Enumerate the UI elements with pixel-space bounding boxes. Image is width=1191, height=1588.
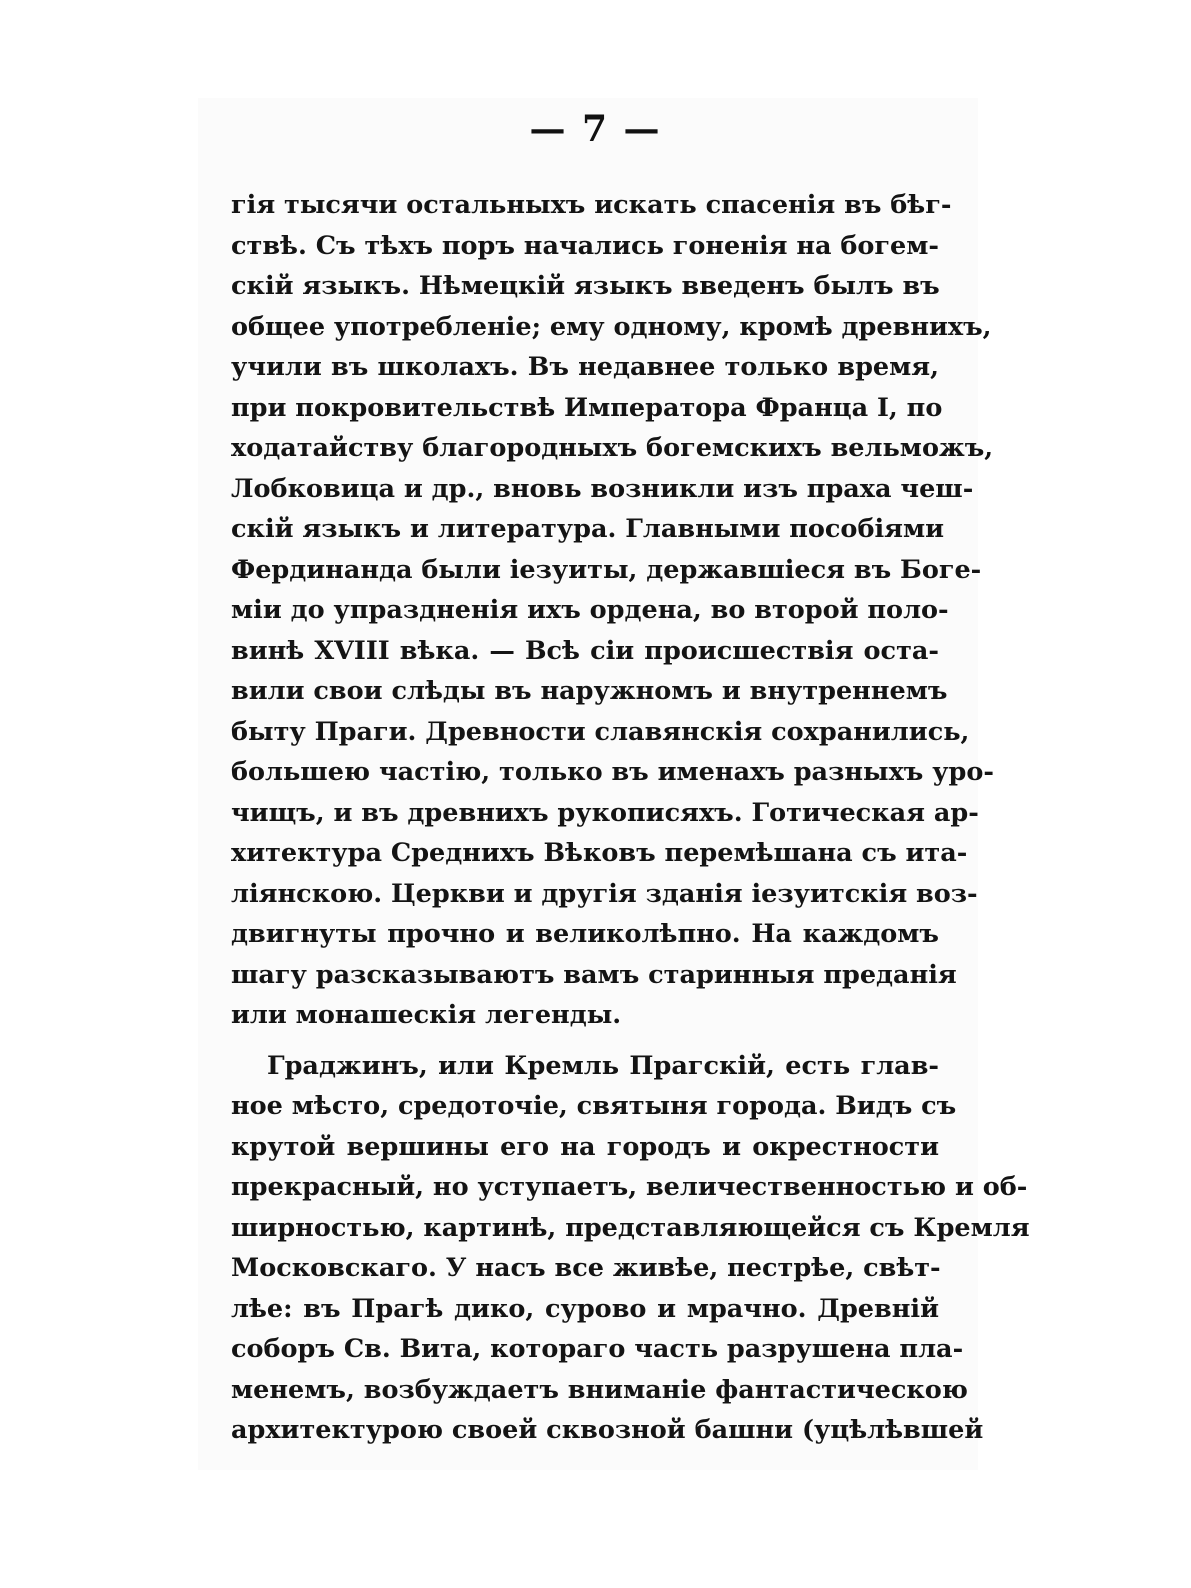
- page-number: — 7 —: [529, 108, 662, 150]
- text-line: гія тысячи остальныхъ искать спасенія въ бѣг-: [231, 190, 952, 220]
- text-line: учили въ школахъ. Въ недавнее только время,: [231, 352, 939, 382]
- text-line: большею частію, только въ именахъ разныхъ уро-: [231, 757, 994, 787]
- text-line: общее употребленіе; ему одному, кромѣ древнихъ,: [231, 311, 992, 342]
- text-line: менемъ, возбуждаетъ вниманіе фантастическою: [231, 1374, 968, 1405]
- text-line: ширностью, картинѣ, представляющейся съ Кремля: [231, 1212, 1030, 1243]
- text-line: міи до упраздненія ихъ ордена, во второй поло-: [231, 595, 949, 625]
- text-line: ліянскою. Церкви и другія зданія іезуитскія воз-: [231, 878, 978, 909]
- text-line: архитектурою своей сквозной башни (уцѣлѣвшей: [231, 1415, 984, 1445]
- text-line: скій языкъ и литература. Главными пособіями: [231, 514, 945, 544]
- text-line: вили свои слѣды въ наружномъ и внутреннемъ: [231, 676, 948, 706]
- text-line: Лобковица и др., вновь возникли изъ праха чеш-: [231, 473, 974, 504]
- text-line: хитектура Среднихъ Вѣковъ перемѣшана съ ита-: [231, 838, 968, 868]
- text-line: соборъ Св. Вита, котораго часть разрушена пла-: [231, 1334, 964, 1364]
- body-text: [231, 185, 1030, 1451]
- text-line: прекрасный, но уступаетъ, величественностью и об-: [231, 1172, 1028, 1202]
- text-line: Граджинъ, или Кремль Прагскій, есть глав-: [267, 1050, 939, 1081]
- text-line: скій языкъ. Нѣмецкій языкъ введенъ былъ въ: [231, 271, 940, 301]
- text-line: винѣ XVIII вѣка. — Всѣ сіи происшествія оста-: [231, 635, 939, 666]
- text-line: ходатайству благородныхъ богемскихъ вельможъ,: [231, 433, 994, 463]
- text-line: или монашескія легенды.: [231, 1000, 622, 1030]
- text-line: крутой вершины его на городъ и окрестности: [231, 1131, 939, 1162]
- paragraph-gap: [231, 1036, 939, 1046]
- text-line: быту Праги. Древности славянскія сохранились,: [231, 716, 970, 747]
- text-line: Московскаго. У насъ все живѣе, пестрѣе, свѣт-: [231, 1253, 941, 1283]
- text-line: ное мѣсто, средоточіе, святыня города. Видъ съ: [231, 1091, 957, 1121]
- paragraph: [231, 1046, 1030, 1451]
- paragraph: [231, 185, 994, 1036]
- text-line: при покровительствѣ Императора Франца I, по: [231, 392, 943, 423]
- text-line: Фердинанда были іезуиты, державшіеся въ Боге-: [231, 554, 982, 585]
- text-line: лѣе: въ Прагѣ дико, сурово и мрачно. Древній: [231, 1293, 939, 1324]
- text-line: шагу разсказываютъ вамъ старинныя преданія: [231, 959, 957, 990]
- text-line: чищъ, и въ древнихъ рукописяхъ. Готическая ар-: [231, 797, 979, 828]
- text-line: двигнуты прочно и великолѣпно. На каждомъ: [231, 919, 939, 949]
- text-line: ствѣ. Съ тѣхъ поръ начались гоненія на богем-: [231, 230, 940, 261]
